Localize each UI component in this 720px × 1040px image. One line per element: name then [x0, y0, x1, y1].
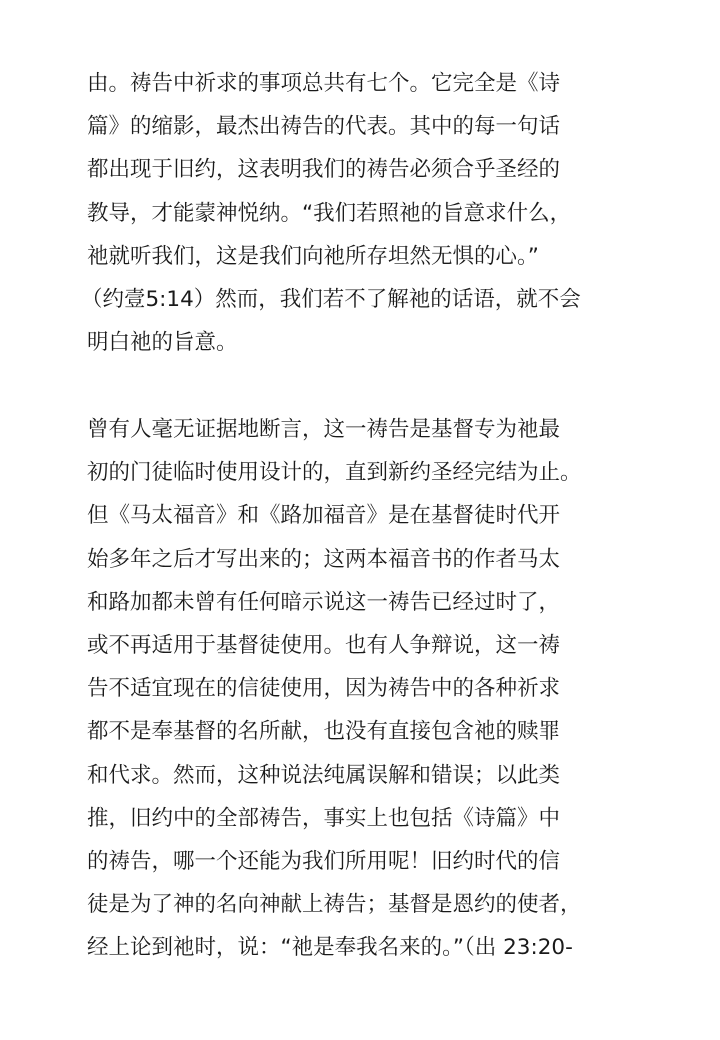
text-line: 和路加都未曾有任何暗示说这一祷告已经过时了， [87, 589, 561, 615]
text-line: 篇》的缩影，最杰出祷告的代表。其中的每一句话 [87, 114, 561, 140]
text-line: 都出现于旧约，这表明我们的祷告必须合乎圣经的 [87, 157, 561, 183]
paragraph [87, 408, 687, 969]
text-line: 或不再适用于基督徒使用。也有人争辩说，这一祷 [87, 632, 561, 658]
text-line: 的祷告，哪一个还能为我们所用呢！旧约时代的信 [87, 848, 561, 874]
text-line: 初的门徒临时使用设计的，直到新约圣经完结为止。 [87, 460, 582, 486]
text-line: 曾有人毫无证据地断言，这一祷告是基督专为祂最 [87, 417, 561, 442]
text-line: 都不是奉基督的名所献，也没有直接包含祂的赎罪 [87, 719, 561, 745]
text-line: 教导，才能蒙神悦纳。“我们若照祂的旨意求什么， [87, 200, 572, 226]
paragraph [81, 62, 687, 364]
text-line: 推，旧约中的全部祷告，事实上也包括《诗篇》中 [87, 805, 561, 831]
text-line: （约壹5:14）然而，我们若不了解祂的话语，就不会 [81, 286, 581, 312]
text-line: 明白祂的旨意。 [87, 330, 238, 356]
text-line: 和代求。然而，这种说法纯属误解和错误；以此类 [87, 762, 561, 788]
text-line: 经上论到祂时，说：“祂是奉我名来的。”（出 23:20- [87, 935, 573, 961]
text-line: 始多年之后才写出来的；这两本福音书的作者马太 [87, 546, 561, 572]
text-line: 祂就听我们，这是我们向祂所存坦然无惧的心。” [87, 243, 539, 269]
text-line: 但《马太福音》和《路加福音》是在基督徒时代开 [87, 503, 561, 529]
text-line: 徒是为了神的名向神献上祷告；基督是恩约的使者， [87, 892, 582, 918]
text-line: 告不适宜现在的信徒使用，因为祷告中的各种祈求 [87, 676, 561, 702]
text-line: 由。祷告中祈求的事项总共有七个。它完全是《诗 [87, 71, 561, 96]
